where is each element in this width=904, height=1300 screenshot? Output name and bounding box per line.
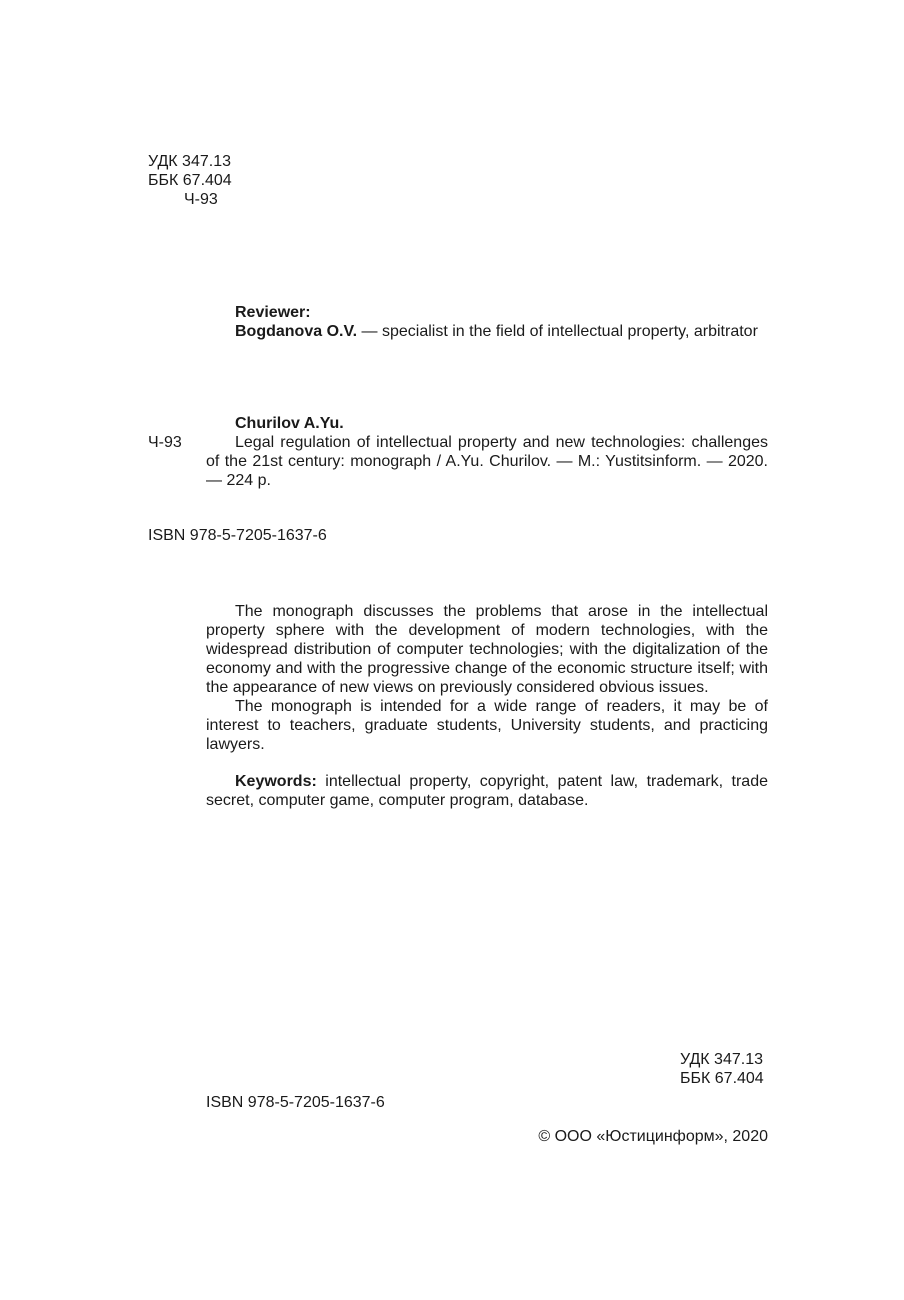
udk-code: УДК 347.13	[148, 153, 231, 170]
abstract-paragraph-2: The monograph is intended for a wide range of readers, it may be of interest to teachers, graduate students, University students, and practicing lawyers.	[206, 698, 768, 753]
copyright-notice: © ООО «Юстицинформ», 2020	[538, 1128, 768, 1145]
bbk-code-bottom: ББК 67.404	[680, 1070, 764, 1087]
author-mark: Ч-93	[184, 191, 218, 208]
abstract-paragraph-1: The monograph discusses the problems that arose in the intellectual property sphere with the development of modern technologies, with the widespread distribution of computer technologies; with the digitalization of the economy and with the progressive change of the economic structure itself; with the appearance of new views on previously considered obvious issues.	[206, 603, 768, 696]
keywords-text: intellectual property, copyright, patent law, trademark, trade secret, computer game, computer program, database.	[206, 773, 768, 809]
reviewer-block	[235, 303, 775, 341]
book-author: Churilov A.Yu.	[235, 415, 344, 432]
reviewer-line	[235, 322, 775, 341]
isbn-bottom: ISBN 978-5-7205-1637-6	[206, 1094, 385, 1111]
reviewer-description: — specialist in the field of intellectual property, arbitrator	[357, 323, 758, 340]
udc-classification-block	[148, 152, 232, 209]
isbn-top: ISBN 978-5-7205-1637-6	[148, 527, 327, 544]
bibliographic-mark: Ч-93	[148, 434, 182, 451]
keywords-paragraph	[206, 772, 768, 810]
bibliographic-body	[148, 433, 768, 490]
udc-bottom-block	[680, 1050, 764, 1088]
abstract-block	[206, 602, 768, 810]
reviewer-heading: Reviewer:	[235, 304, 311, 321]
udk-code-bottom: УДК 347.13	[680, 1051, 763, 1068]
bbk-code: ББК 67.404	[148, 172, 232, 189]
keywords-label: Keywords:	[235, 773, 317, 790]
bibliographic-description: Legal regulation of intellectual property and new technologies: challenges of the 21st century: monograph / A.Yu. Churilov. — M.: Yustitsinform. — 2020. — 224 p.	[206, 434, 768, 489]
bibliographic-record	[148, 414, 768, 490]
reviewer-name: Bogdanova O.V.	[235, 323, 358, 340]
